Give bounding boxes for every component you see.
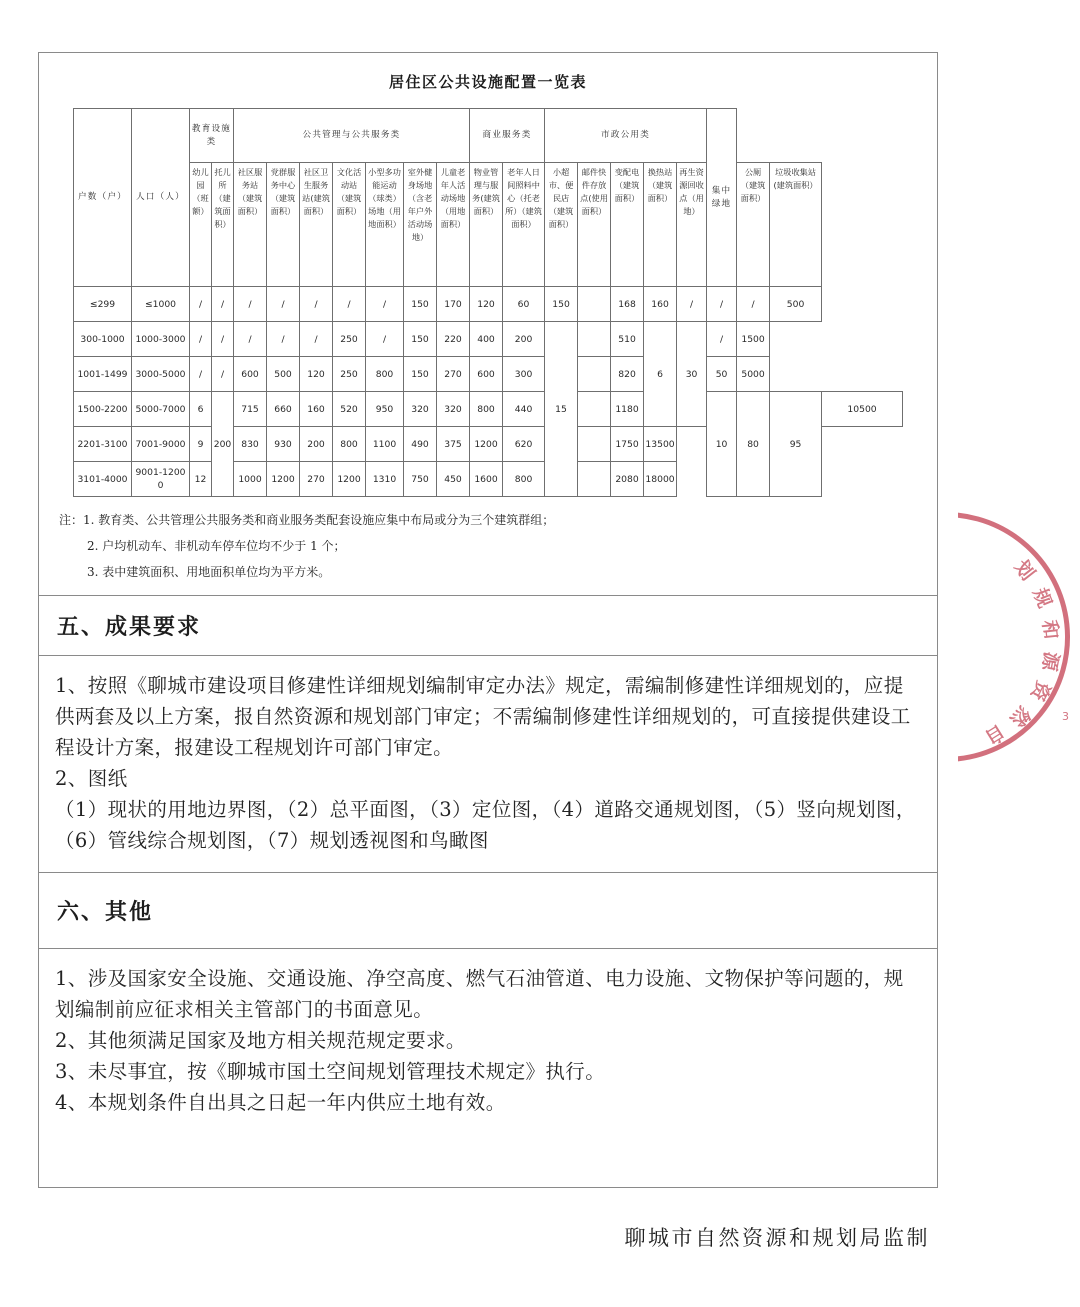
cell-culture-activity-station: /	[333, 287, 366, 322]
col-header-community-service-station: 社区服务站（建筑面积）	[234, 163, 267, 287]
cell-elderly-day-care-center: 440	[503, 392, 545, 427]
cell-convenience-store	[578, 392, 611, 427]
cell-garbage-station: /	[737, 287, 770, 322]
section-5-body	[39, 656, 937, 873]
col-header-party-service-center: 党群服务中心（建筑面积）	[267, 163, 300, 287]
cell-elderly-day-care-center: 800	[503, 462, 545, 497]
cell-population: ≤1000	[132, 287, 190, 322]
section-5-heading: 五、成果要求	[57, 614, 202, 640]
cell-multifunction-sports-ground: /	[366, 287, 404, 322]
cell-outdoor-fitness-area: 150	[404, 357, 437, 392]
cell-households: 1001-1499	[74, 357, 132, 392]
cell-property-management: 1200	[470, 427, 503, 462]
cell-kindergarten: 12	[190, 462, 212, 497]
cell-green-space: 13500	[644, 427, 677, 462]
section-6-body	[39, 949, 937, 1148]
cell-community-service-station: 1000	[234, 462, 267, 497]
seal-text-ring	[958, 512, 1070, 762]
cell-green-space: 500	[770, 287, 822, 322]
official-seal	[958, 512, 1080, 762]
cell-heat-exchange-merged-lower: 80	[737, 392, 770, 497]
seal-char: 规	[1028, 585, 1056, 611]
cell-culture-activity-station: 250	[333, 357, 366, 392]
cell-nursery: /	[212, 322, 234, 357]
cell-elderly-day-care-center: 60	[503, 287, 545, 322]
cell-kindergarten: /	[190, 287, 212, 322]
col-header-parcel-locker: 邮件快件存放点(使用面积）	[578, 163, 611, 287]
cell-population: 7001-9000	[132, 427, 190, 462]
table-sub-header-row	[74, 163, 903, 287]
cell-party-service-center: 500	[267, 357, 300, 392]
cell-convenience-store	[578, 462, 611, 497]
cell-multifunction-sports-ground: 1100	[366, 427, 404, 462]
col-header-culture-activity-station: 文化活动站（建筑面积）	[333, 163, 366, 287]
cell-outdoor-fitness-area: 490	[404, 427, 437, 462]
col-header-outdoor-fitness-area: 室外健身场地（含老年户外活动场地）	[404, 163, 437, 287]
cell-convenience-store	[578, 322, 611, 357]
cell-kindergarten: /	[190, 357, 212, 392]
col-header-public-toilet: 公厕（建筑面积）	[737, 163, 770, 287]
cell-green-space: 1500	[737, 322, 770, 357]
col-header-recycling-point: 再生资源回收点（用地）	[677, 163, 707, 287]
seal-code: 3	[1062, 710, 1069, 723]
cell-recycling-point: 50	[707, 357, 737, 392]
cell-party-service-center: 1200	[267, 462, 300, 497]
cell-party-service-center: /	[267, 322, 300, 357]
cell-recycling-merged-lower: 95	[770, 392, 822, 497]
table-note-2: 2. 户均机动车、非机动车停车位均不少于 1 个；	[87, 539, 346, 553]
cell-children-elderly-activity-area: 375	[437, 427, 470, 462]
table-row	[74, 392, 903, 427]
group-header-public-service: 公共管理与公共服务类	[234, 109, 470, 163]
seal-char: 源	[1037, 649, 1063, 673]
facility-table-section	[39, 53, 937, 596]
cell-elderly-care-merged: 15	[545, 322, 578, 497]
cell-parcel-locker: 2080	[611, 462, 644, 497]
group-header-municipal: 市政公用类	[545, 109, 707, 163]
cell-convenience-store	[578, 427, 611, 462]
cell-households: 300-1000	[74, 322, 132, 357]
col-header-elderly-day-care-center: 老年人日间照料中心（托老所）（建筑面积）	[503, 163, 545, 287]
cell-parcel-locker	[578, 287, 611, 322]
cell-kindergarten: 9	[190, 427, 212, 462]
cell-households: 1500-2200	[74, 392, 132, 427]
section-5-paragraph-1: 1、按照《聊城市建设项目修建性详细规划编制审定办法》规定，需编制修建性详细规划的，应提供两套及以上方案，报自然资源和规划部门审定；不需编制修建性详细规划的，可直接提供建设工程设计方案，报建设工程规划许可部门审定。	[55, 674, 911, 759]
cell-party-service-center: 930	[267, 427, 300, 462]
cell-kindergarten: 6	[190, 392, 212, 427]
cell-nursery: /	[212, 287, 234, 322]
cell-households: 2201-3100	[74, 427, 132, 462]
cell-convenience-store: 150	[545, 287, 578, 322]
cell-culture-activity-station: 1200	[333, 462, 366, 497]
seal-char: 然	[1005, 702, 1035, 731]
col-header-green-space: 集中绿地	[707, 109, 737, 287]
col-header-substation: 变配电（建筑面积）	[611, 163, 644, 287]
cell-culture-activity-station: 800	[333, 427, 366, 462]
table-title: 居住区公共设施配置一览表	[388, 73, 587, 91]
seal-char: 自	[980, 719, 1009, 749]
cell-substation: 168	[611, 287, 644, 322]
cell-outdoor-fitness-area: 750	[404, 462, 437, 497]
cell-property-management: 120	[470, 287, 503, 322]
cell-recycling-point: /	[677, 287, 707, 322]
cell-nursery: /	[212, 357, 234, 392]
seal-char: 划	[1009, 556, 1039, 585]
group-header-commercial: 商业服务类	[470, 109, 545, 163]
cell-elderly-day-care-center: 620	[503, 427, 545, 462]
cell-health-service-station: 270	[300, 462, 333, 497]
col-header-kindergarten: 幼儿园（班额）	[190, 163, 212, 287]
section-5-heading-band	[39, 596, 937, 656]
cell-health-service-station: 200	[300, 427, 333, 462]
cell-heat-exchange-merged-upper: 30	[677, 322, 707, 427]
section-6-paragraph-3: 3、未尽事宜，按《聊城市国土空间规划管理技术规定》执行。	[55, 1060, 606, 1083]
cell-parcel-locker: 820	[611, 357, 644, 392]
seal-char: 和	[1038, 619, 1062, 641]
col-header-children-elderly-activity-area: 儿童老年人活动场地（用地面积）	[437, 163, 470, 287]
col-header-population: 人口（人）	[132, 109, 190, 287]
cell-outdoor-fitness-area: 150	[404, 287, 437, 322]
col-header-heat-exchange-station: 换热站（建筑面积）	[644, 163, 677, 287]
cell-households: ≤299	[74, 287, 132, 322]
section-5-paragraph-2: 2、图纸	[55, 767, 128, 790]
cell-parcel-locker: 1750	[611, 427, 644, 462]
cell-children-elderly-activity-area: 220	[437, 322, 470, 357]
table-note-3: 3. 表中建筑面积、用地面积单位均为平方米。	[87, 565, 331, 579]
cell-green-space: 18000	[644, 462, 677, 497]
cell-party-service-center: 660	[267, 392, 300, 427]
cell-population: 5000-7000	[132, 392, 190, 427]
cell-community-service-station: 715	[234, 392, 267, 427]
cell-public-toilet: /	[707, 287, 737, 322]
cell-multifunction-sports-ground: 950	[366, 392, 404, 427]
cell-outdoor-fitness-area: 150	[404, 322, 437, 357]
cell-multifunction-sports-ground: /	[366, 322, 404, 357]
col-header-property-management: 物业管理与服务(建筑面积）	[470, 163, 503, 287]
cell-substation-merged-upper: 6	[644, 322, 677, 427]
footer-issuing-authority: 聊城市自然资源和规划局监制	[624, 1226, 930, 1250]
cell-community-service-station: 830	[234, 427, 267, 462]
cell-kindergarten: /	[190, 322, 212, 357]
cell-property-management: 800	[470, 392, 503, 427]
col-header-multifunction-sports-ground: 小型多功能运动（球类）场地（用地面积）	[366, 163, 404, 287]
cell-health-service-station: 160	[300, 392, 333, 427]
col-header-health-service-station: 社区卫生服务站(建筑面积）	[300, 163, 333, 287]
section-6-paragraph-1: 1、涉及国家安全设施、交通设施、净空高度、燃气石油管道、电力设施、文物保护等问题的，规划编制前应征求相关主管部门的书面意见。	[55, 967, 904, 1021]
table-notes	[59, 507, 923, 585]
group-header-education: 教育设施类	[190, 109, 234, 163]
cell-convenience-store	[578, 357, 611, 392]
col-header-garbage-station: 垃圾收集站(建筑面积）	[770, 163, 822, 287]
table-row	[74, 357, 903, 392]
seal-ring	[958, 512, 1080, 762]
cell-nursery-merged: 200	[212, 392, 234, 497]
cell-culture-activity-station: 250	[333, 322, 366, 357]
seal-char: 资	[1026, 677, 1055, 705]
cell-culture-activity-station: 520	[333, 392, 366, 427]
cell-green-space: 10500	[822, 392, 903, 427]
cell-population: 1000-3000	[132, 322, 190, 357]
cell-community-service-station: /	[234, 322, 267, 357]
section-6-heading-band	[39, 873, 937, 949]
section-6-paragraph-2: 2、其他须满足国家及地方相关规范规定要求。	[55, 1029, 466, 1052]
cell-health-service-station: /	[300, 287, 333, 322]
cell-children-elderly-activity-area: 270	[437, 357, 470, 392]
cell-multifunction-sports-ground: 1310	[366, 462, 404, 497]
cell-heat-exchange-station: 160	[644, 287, 677, 322]
cell-parcel-locker: 510	[611, 322, 644, 357]
cell-health-service-station: /	[300, 322, 333, 357]
cell-elderly-day-care-center: 300	[503, 357, 545, 392]
cell-property-management: 600	[470, 357, 503, 392]
cell-children-elderly-activity-area: 170	[437, 287, 470, 322]
cell-multifunction-sports-ground: 800	[366, 357, 404, 392]
cell-property-management: 400	[470, 322, 503, 357]
cell-recycling-point: /	[707, 322, 737, 357]
section-5-paragraph-3: （1）现状的用地边界图，（2）总平面图，（3）定位图，（4）道路交通规划图，（5）竖向规划图，（6）管线综合规划图，（7）规划透视图和鸟瞰图	[55, 798, 916, 852]
cell-outdoor-fitness-area: 320	[404, 392, 437, 427]
cell-party-service-center: /	[267, 287, 300, 322]
cell-population: 9001-12000	[132, 462, 190, 497]
cell-green-space: 5000	[737, 357, 770, 392]
cell-community-service-station: 600	[234, 357, 267, 392]
cell-children-elderly-activity-area: 320	[437, 392, 470, 427]
col-header-households: 户数（户）	[74, 109, 132, 287]
cell-substation-merged-lower: 10	[707, 392, 737, 497]
cell-property-management: 1600	[470, 462, 503, 497]
table-row	[74, 322, 903, 357]
cell-health-service-station: 120	[300, 357, 333, 392]
col-header-convenience-store: 小超市、便民店（建筑面积）	[545, 163, 578, 287]
table-row	[74, 287, 903, 322]
cell-community-service-station: /	[234, 287, 267, 322]
table-note-1: 注：1. 教育类、公共管理公共服务类和商业服务类配套设施应集中布局或分为三个建筑群组；	[59, 513, 555, 527]
cell-elderly-day-care-center: 200	[503, 322, 545, 357]
section-6-paragraph-4: 4、本规划条件自出具之日起一年内供应土地有效。	[55, 1091, 506, 1114]
document-page-frame	[38, 52, 938, 1188]
cell-children-elderly-activity-area: 450	[437, 462, 470, 497]
facility-configuration-table	[73, 108, 903, 497]
table-group-header-row	[74, 109, 903, 163]
cell-households: 3101-4000	[74, 462, 132, 497]
section-6-heading: 六、其他	[57, 899, 154, 925]
cell-population: 3000-5000	[132, 357, 190, 392]
col-header-nursery: 托儿所（建筑面积）	[212, 163, 234, 287]
cell-parcel-locker: 1180	[611, 392, 644, 427]
